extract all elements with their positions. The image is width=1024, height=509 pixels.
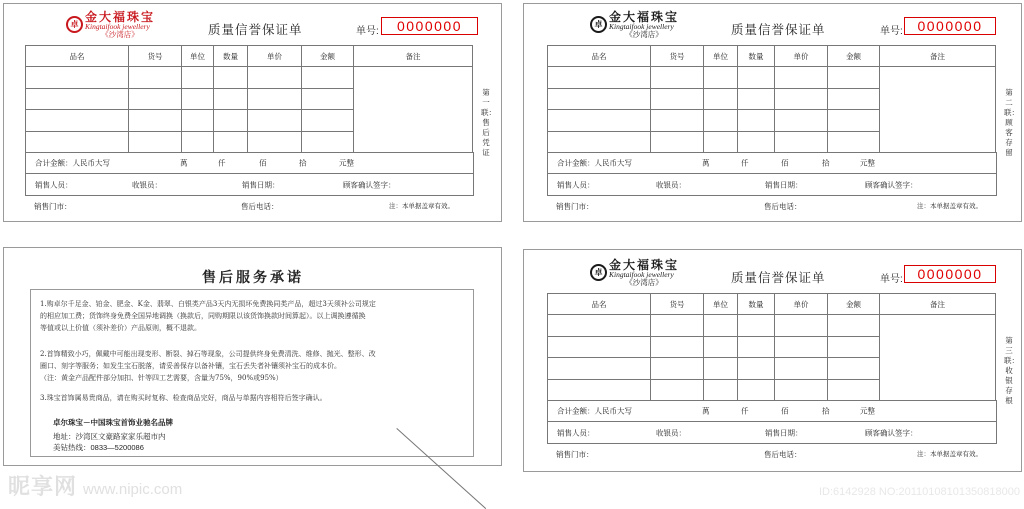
unit-qian: 仟: [741, 158, 749, 167]
unit-wan: 萬: [702, 158, 710, 167]
items-table: [25, 45, 473, 153]
sales-row: [547, 422, 997, 444]
copy-label: 第二联：顾客存留: [1004, 88, 1019, 157]
header-qty: 数量: [738, 294, 775, 315]
table-row: [548, 315, 996, 337]
stamp-note: 注：本单据盖章有效。: [389, 203, 454, 210]
header-name: 品名: [26, 46, 129, 67]
remark-cell: [354, 67, 473, 153]
salesperson-label: 销售人员：: [557, 428, 595, 437]
unit-shi: 拾: [822, 158, 830, 167]
service-title: 售后服务承诺: [202, 269, 304, 285]
header-name: 品名: [548, 46, 651, 67]
total-row: [547, 400, 997, 422]
unit-bai: 佰: [259, 158, 267, 167]
service-line: 的相应加工费；货饰终身免费全国异地调换（换款后，同购期限以该货饰换款时间算起）。以上调换遵循换: [40, 312, 366, 320]
header-unit: 单位: [704, 294, 738, 315]
form-footer: [25, 201, 474, 213]
form-footer: [547, 449, 997, 461]
salesperson-label: 销售人员：: [35, 180, 73, 189]
items-table: [547, 293, 996, 401]
sales-row: [25, 174, 474, 196]
after-sales-card: [3, 247, 502, 466]
logo-cn: 金大福珠宝: [85, 10, 156, 24]
form-footer: [547, 201, 997, 213]
logo-en: Kingtaifook jewellery: [609, 22, 674, 31]
logo-branch: 《沙湾店》: [625, 277, 663, 287]
header-amount: 金额: [302, 46, 354, 67]
unit-wan: 萬: [180, 158, 188, 167]
service-line: 等值或以上价值（须补差价）产品原则，概不退款。: [40, 324, 201, 332]
header-unit: 单位: [704, 46, 738, 67]
brand-logo: [66, 11, 155, 38]
items-table: [547, 45, 996, 153]
unit-yuan: 元整: [339, 158, 354, 167]
watermark-site: 昵享网: [8, 474, 78, 499]
cashier-label: 收银员：: [656, 428, 686, 437]
unit-qian: 仟: [218, 158, 226, 167]
store-address: 地址：沙湾区文豪路家家乐超市内: [53, 432, 166, 441]
unit-yuan: 元整: [860, 406, 875, 415]
service-line: 圈口、刻字等服务；如发生宝石脱落，请妥善保存以备补镶，宝石丢失者补镶须补宝石的成本价。: [40, 362, 341, 370]
logo-en: Kingtaifook jewellery: [609, 270, 674, 279]
stamp-note: 注：本单据盖章有效。: [917, 451, 982, 458]
customer-signature-label: 顾客确认签字：: [343, 180, 396, 189]
serial-label: 单号:: [356, 26, 379, 37]
form-title: 质量信誉保证单: [731, 271, 826, 285]
logo-cn: 金大福珠宝: [609, 258, 680, 272]
image-id-watermark: ID:6142928 NO:20110108101350818000: [818, 486, 1020, 498]
brand-slogan: 卓尔珠宝－中国珠宝首饰业驰名品牌: [53, 418, 173, 427]
unit-bai: 佰: [781, 406, 789, 415]
table-row: [26, 67, 473, 89]
header-amount: 金额: [828, 294, 880, 315]
sales-row: [547, 174, 997, 196]
serial-label: 单号:: [880, 26, 903, 37]
service-hotline: 美钻热线：0833—5200086: [53, 443, 144, 452]
header-sku: 货号: [651, 294, 704, 315]
table-header-row: [548, 46, 996, 67]
unit-shi: 拾: [822, 406, 830, 415]
header-remark: 备注: [880, 46, 996, 67]
total-label: 合计金额：人民币大写: [35, 158, 110, 167]
table-header-row: [26, 46, 473, 67]
header-remark: 备注: [354, 46, 473, 67]
phone-label: 售后电话：: [764, 202, 802, 211]
logo-mark-icon: 卓: [66, 16, 83, 33]
watermark-url: www.nipic.com: [83, 481, 183, 498]
stamp-note: 注：本单据盖章有效。: [917, 203, 982, 210]
header-sku: 货号: [129, 46, 182, 67]
total-label: 合计金额：人民币大写: [557, 406, 632, 415]
header-price: 单价: [775, 46, 828, 67]
salesperson-label: 销售人员：: [557, 180, 595, 189]
phone-label: 售后电话：: [764, 450, 802, 459]
logo-cn: 金大福珠宝: [609, 10, 680, 24]
table-header-row: [548, 294, 996, 315]
total-row: [25, 152, 474, 174]
logo-en: Kingtaifook jewellery: [85, 22, 150, 31]
customer-signature-label: 顾客确认签字：: [865, 180, 918, 189]
sale-date-label: 销售日期：: [242, 180, 280, 189]
site-watermark: [8, 470, 182, 501]
logo-mark-icon: 卓: [590, 16, 607, 33]
unit-qian: 仟: [741, 406, 749, 415]
brand-logo: [590, 11, 679, 38]
logo-branch: 《沙湾店》: [101, 29, 139, 39]
warranty-form-copy1: [3, 3, 502, 222]
store-label: 销售门市：: [556, 202, 594, 211]
form-title: 质量信誉保证单: [731, 23, 826, 37]
header-sku: 货号: [651, 46, 704, 67]
customer-signature-label: 顾客确认签字：: [865, 428, 918, 437]
form-title: 质量信誉保证单: [208, 23, 303, 37]
serial-number: 0000000: [381, 17, 478, 35]
store-label: 销售门市：: [556, 450, 594, 459]
warranty-form-copy3: [523, 249, 1022, 472]
phone-label: 售后电话：: [241, 202, 279, 211]
unit-yuan: 元整: [860, 158, 875, 167]
copy-label: 第一联：售后凭证: [481, 88, 496, 157]
serial-number: 0000000: [904, 17, 996, 35]
brand-logo: [590, 259, 679, 286]
sale-date-label: 销售日期：: [765, 428, 803, 437]
logo-branch: 《沙湾店》: [625, 29, 663, 39]
cashier-label: 收银员：: [656, 180, 686, 189]
header-unit: 单位: [182, 46, 214, 67]
remark-cell: [880, 67, 996, 153]
service-box: [30, 289, 474, 457]
service-line: （注：黄金产品配件部分加扣、针等四工艺需要，含量为75%，90%或95%）: [40, 374, 283, 382]
sale-date-label: 销售日期：: [765, 180, 803, 189]
header-price: 单价: [775, 294, 828, 315]
unit-wan: 萬: [702, 406, 710, 415]
header-amount: 金额: [828, 46, 880, 67]
store-label: 销售门市：: [34, 202, 72, 211]
remark-cell: [880, 315, 996, 401]
service-line: 1.购卓尔千足金、铂金、肥金、K金、翡翠、白银类产品3天内无损坏免费换同类产品，超过3天须补公司规定: [40, 300, 376, 308]
serial-number: 0000000: [904, 265, 996, 283]
cashier-label: 收银员：: [132, 180, 162, 189]
unit-bai: 佰: [781, 158, 789, 167]
total-row: [547, 152, 997, 174]
warranty-form-copy2: [523, 3, 1022, 222]
service-line: 3.珠宝首饰属易贵商品，请在购买时复称、检查商品完好，商品与单据内容相符后签字确认。: [40, 394, 327, 402]
header-price: 单价: [248, 46, 302, 67]
unit-shi: 拾: [299, 158, 307, 167]
header-name: 品名: [548, 294, 651, 315]
header-remark: 备注: [880, 294, 996, 315]
header-qty: 数量: [738, 46, 775, 67]
table-row: [548, 67, 996, 89]
header-qty: 数量: [214, 46, 248, 67]
total-label: 合计金额：人民币大写: [557, 158, 632, 167]
service-line: 2.首饰精致小巧，佩戴中可能出现变形、断裂、掉石等现象，公司提供终身免费清洗、维修、抛光、整形、改: [40, 350, 376, 358]
logo-mark-icon: 卓: [590, 264, 607, 281]
copy-label: 第三联：收银存根: [1004, 336, 1019, 405]
serial-label: 单号:: [880, 274, 903, 285]
